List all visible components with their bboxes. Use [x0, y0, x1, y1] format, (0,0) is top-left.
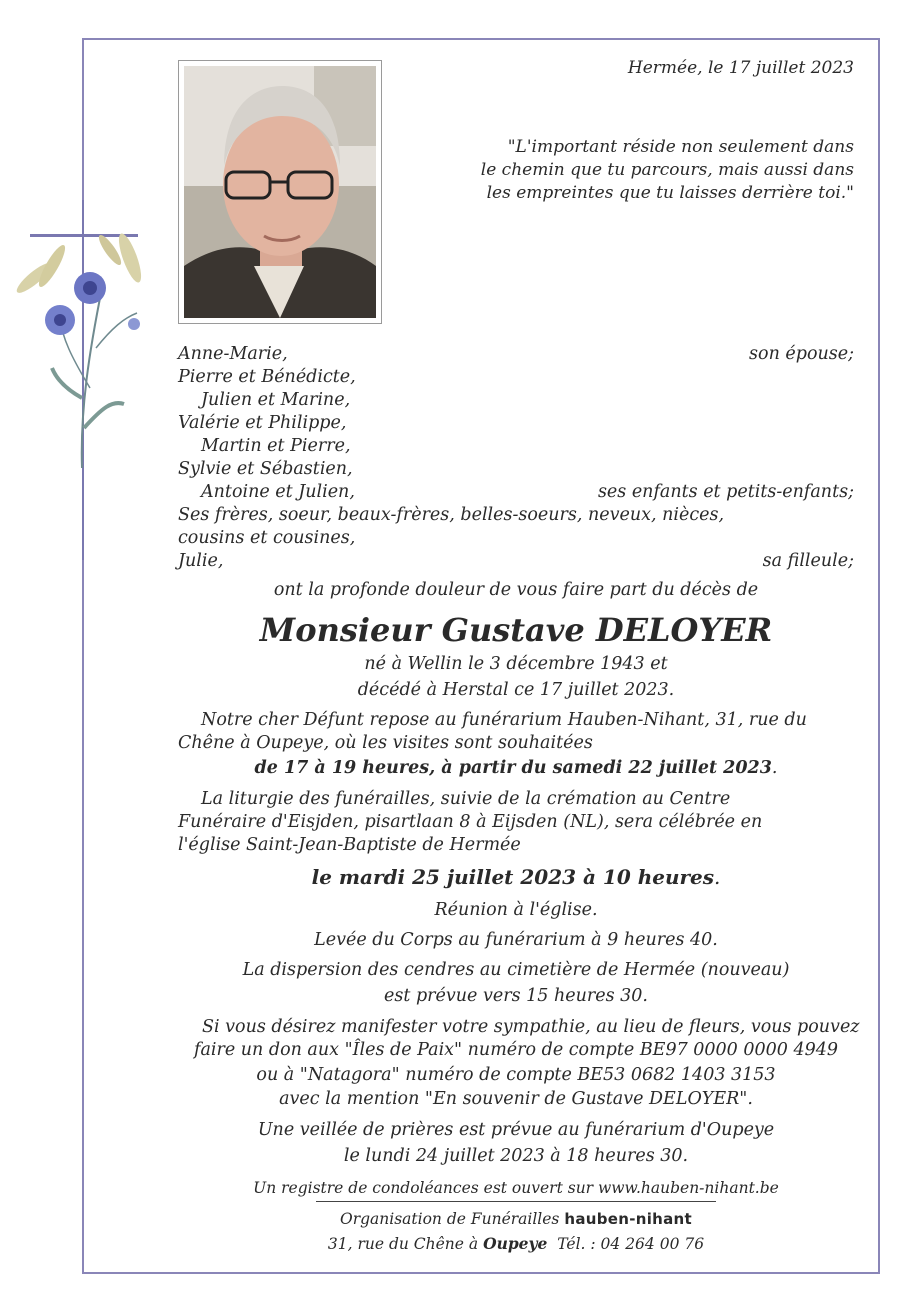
family-name: Julie, — [178, 551, 224, 571]
quote-line: le chemin que tu parcours, mais aussi dans — [480, 160, 854, 180]
epigraph-quote — [474, 136, 854, 205]
family-row — [178, 481, 854, 504]
visitation-hours: de 17 à 19 heures, à partir du samedi 22 juillet 2023. — [254, 758, 778, 778]
footer-phone: Tél. : 04 264 00 76 — [557, 1235, 705, 1253]
footer-org-prefix: Organisation de Funérailles — [339, 1210, 560, 1228]
family-row — [178, 504, 854, 550]
vigil-line: Une veillée de prières est prévue au funérarium d'Oupeye — [257, 1120, 775, 1140]
family-name: Martin et Pierre, — [201, 436, 351, 456]
family-row — [178, 412, 854, 435]
family-relation: sa filleule; — [762, 551, 854, 571]
visitation-text: Notre cher Défunt repose au funérarium Hauben-Nihant, 31, rue du Chêne à Oupeye, où les visites sont souhaitées — [178, 710, 807, 753]
visitation-hours-bold: de 17 à 19 heures, à partir du samedi 22 juillet 2023 — [254, 758, 772, 778]
donation-line: avec la mention "En souvenir de Gustave DELOYER". — [279, 1089, 753, 1109]
death-info: décédé à Herstal ce 17 juillet 2023. — [357, 680, 675, 700]
family-row — [178, 435, 854, 458]
family-row — [178, 389, 854, 412]
donation-line: Si vous désirez manifester votre sympathie, au lieu de fleurs, vous pouvez — [202, 1017, 860, 1037]
header-date: Hermée, le 17 juillet 2023 — [627, 58, 854, 78]
birth-info: né à Wellin le 3 décembre 1943 et — [364, 654, 668, 674]
family-name: Anne-Marie, — [178, 344, 288, 364]
ceremony-datetime: le mardi 25 juillet 2023 à 10 heures. — [311, 865, 721, 889]
ceremony-datetime-bold: le mardi 25 juillet 2023 à 10 heures — [311, 865, 715, 889]
donation-line: faire un don aux "Îles de Paix" numéro de compte BE97 0000 0000 4949 — [193, 1040, 839, 1060]
portrait-photo — [178, 60, 382, 324]
family-relation: son épouse; — [749, 344, 854, 364]
detail-line: La dispersion des cendres au cimetière de Hermée (nouveau) — [242, 960, 790, 980]
footer-city: Oupeye — [483, 1234, 548, 1253]
quote-line: "L'important réside non seulement dans — [507, 137, 854, 157]
deceased-name: Monsieur Gustave DELOYER — [259, 611, 773, 649]
family-row — [178, 343, 854, 366]
family-row — [178, 366, 854, 389]
announcement: ont la profonde douleur de vous faire part du décès de — [273, 580, 759, 600]
footer-street: 31, rue du Chêne à — [327, 1235, 479, 1253]
vigil-line: le lundi 24 juillet 2023 à 18 heures 30. — [343, 1146, 689, 1166]
family-relation: ses enfants et petits-enfants; — [597, 482, 854, 502]
cornflower-wheat-illustration — [12, 228, 162, 478]
detail-line: Réunion à l'église. — [434, 900, 598, 920]
brand-logo: hauben-nihant — [564, 1210, 693, 1228]
family-name: Sylvie et Sébastien, — [178, 459, 353, 479]
footer-organisation — [178, 1210, 854, 1228]
family-row — [178, 458, 854, 481]
quote-line: les empreintes que tu laisses derrière toi." — [486, 183, 854, 203]
family-row — [178, 550, 854, 573]
family-name: Ses frères, soeur, beaux-frères, belles-soeurs, neveux, nièces, cousins et cousines, — [178, 505, 725, 548]
family-name: Valérie et Philippe, — [178, 413, 347, 433]
family-name: Antoine et Julien, — [201, 482, 355, 502]
footer-address — [178, 1234, 854, 1253]
ceremony-text: La liturgie des funérailles, suivie de la crémation au Centre Funéraire d'Eisjden, pisartlaan 8 à Eijsden (NL), sera célébrée en l'église Saint-Jean-Baptiste de Hermée — [178, 789, 763, 855]
detail-line: Levée du Corps au funérarium à 9 heures 40. — [314, 930, 718, 950]
footer-divider — [316, 1201, 716, 1202]
family-name: Pierre et Bénédicte, — [178, 367, 356, 387]
donation-line: ou à "Natagora" numéro de compte BE53 0682 1403 3153 — [256, 1065, 776, 1085]
family-name: Julien et Marine, — [201, 390, 351, 410]
detail-line: est prévue vers 15 heures 30. — [384, 986, 648, 1006]
condolence-registry: Un registre de condoléances est ouvert sur www.hauben-nihant.be — [253, 1179, 779, 1197]
